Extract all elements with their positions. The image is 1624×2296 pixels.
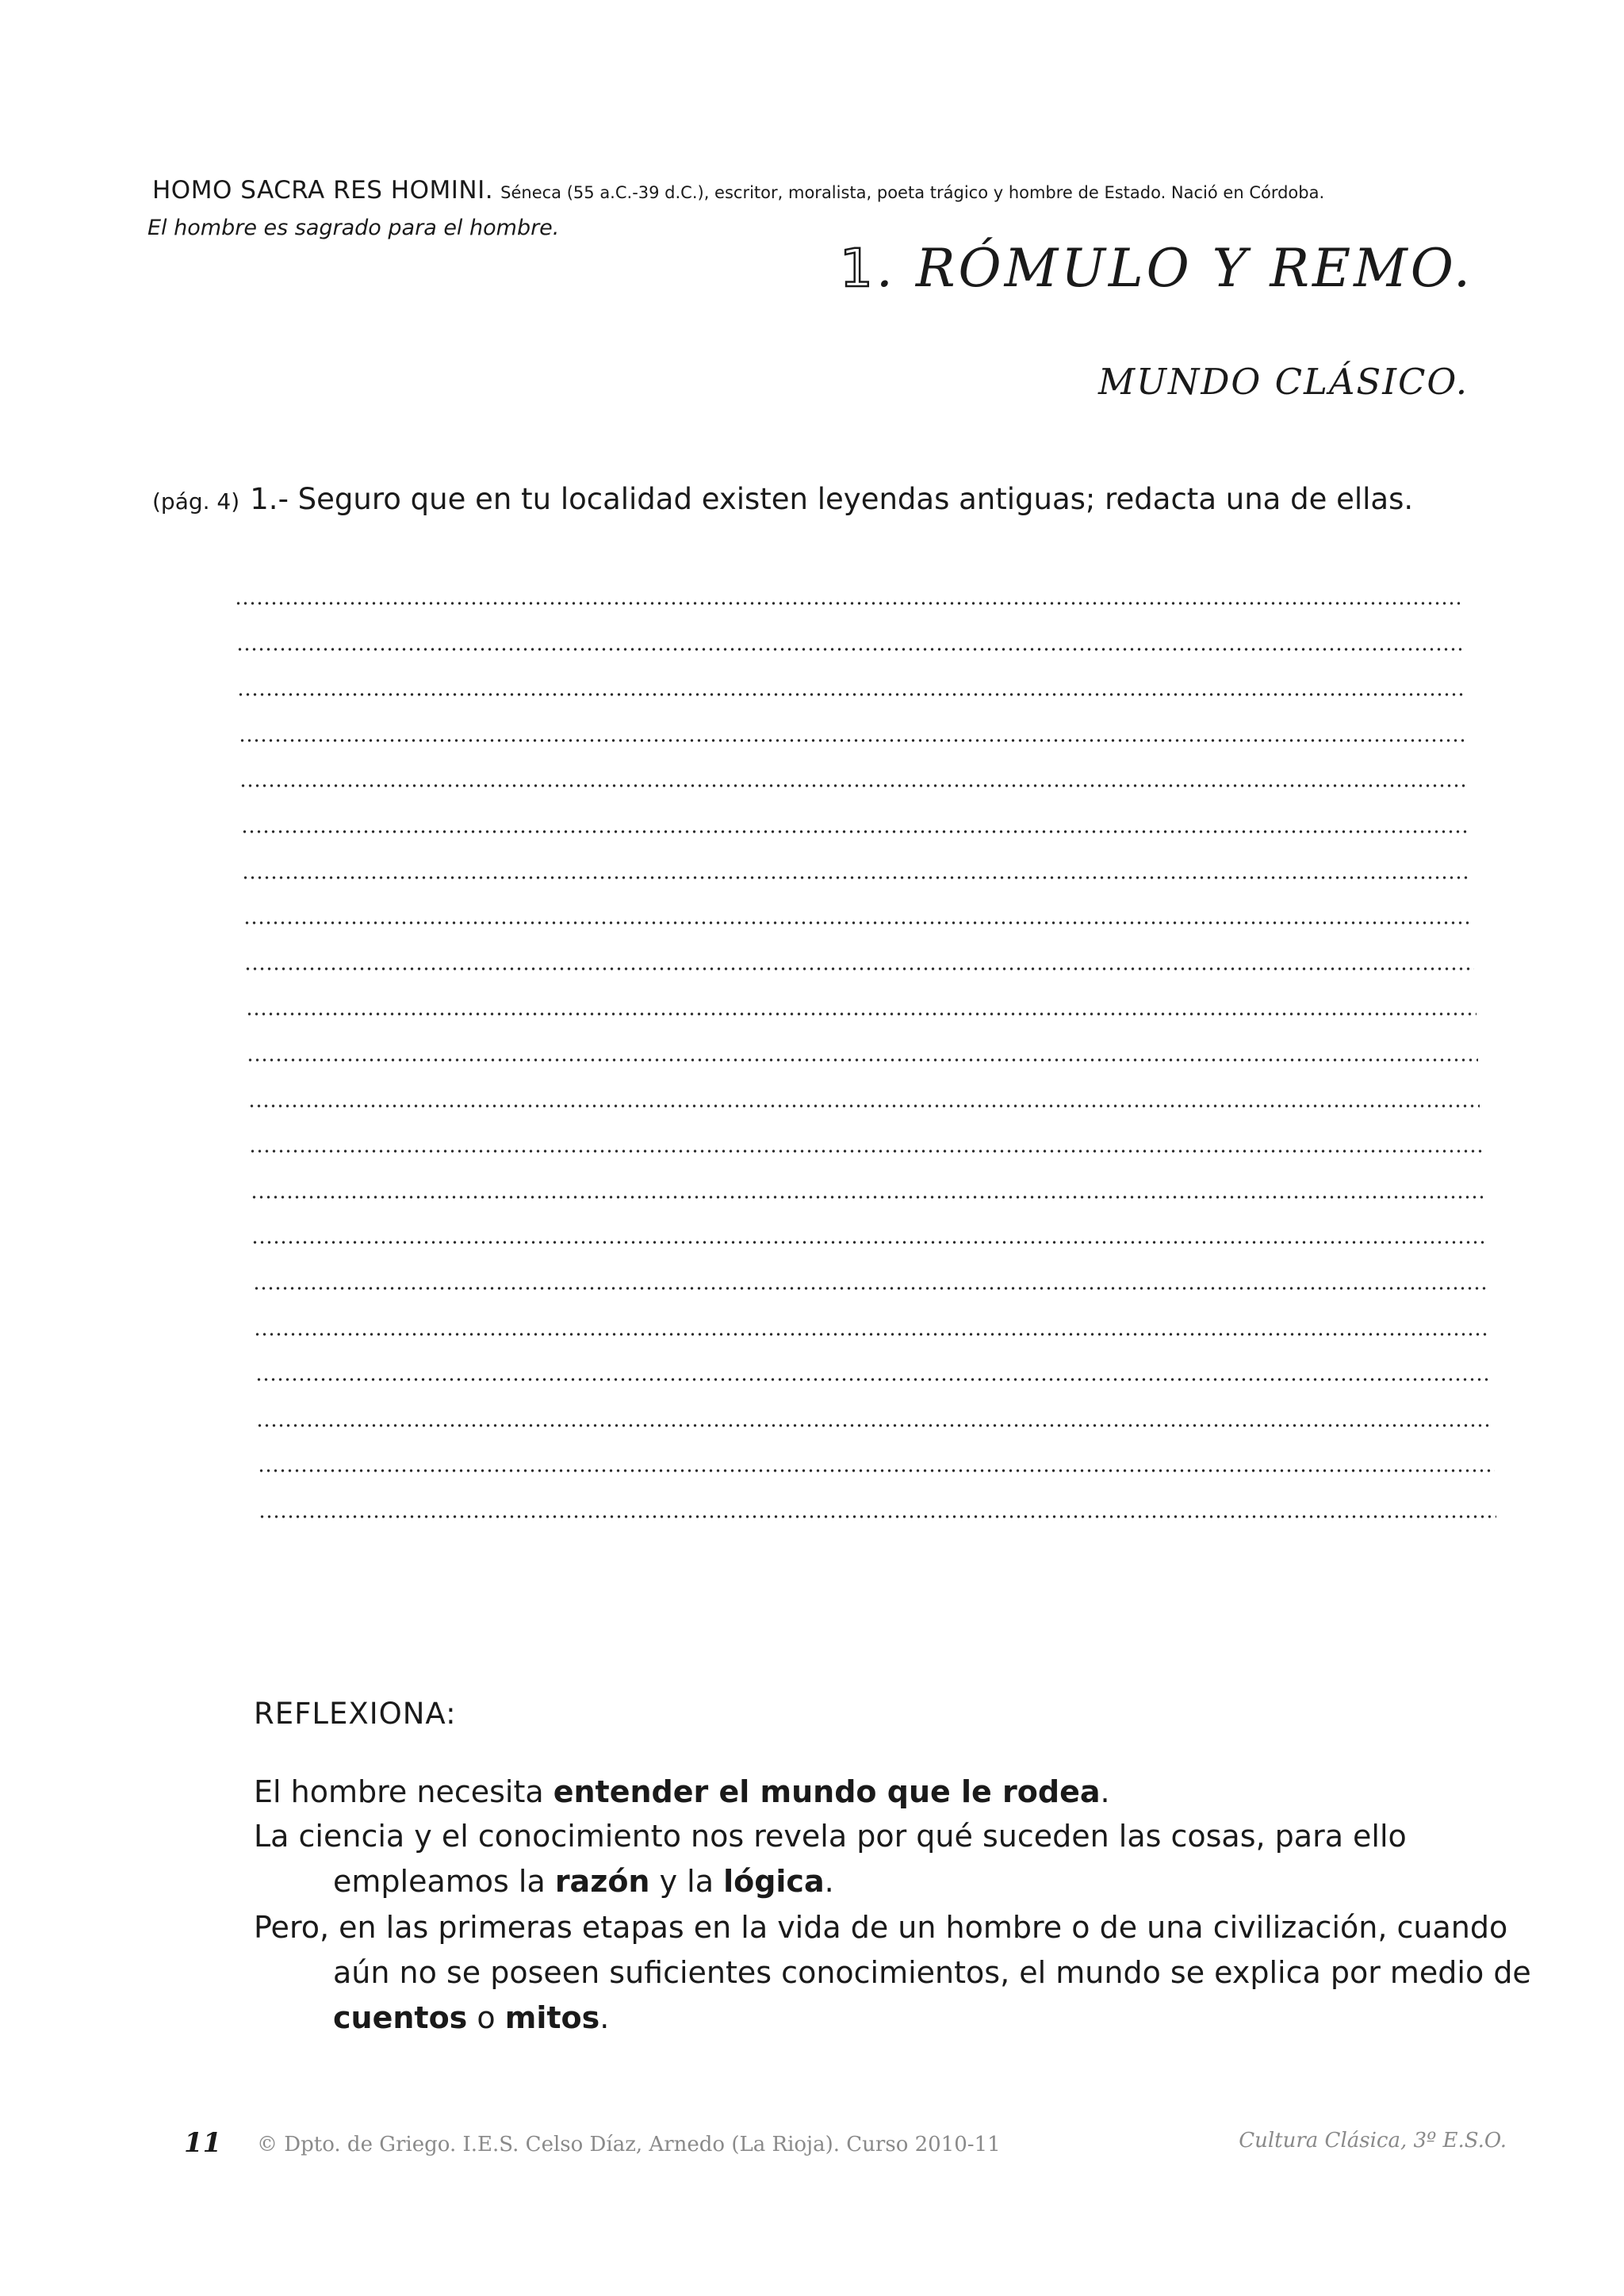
answer-line	[237, 692, 1464, 697]
answer-line	[241, 829, 1469, 834]
answer-line	[239, 783, 1467, 788]
answer-line	[251, 1195, 1484, 1200]
chapter-title	[840, 238, 1473, 299]
emphasis-text: cuentos	[333, 2000, 468, 2035]
answer-line	[254, 1332, 1489, 1337]
emphasis-text: mitos	[504, 2000, 600, 2035]
section-subtitle: MUNDO CLÁSICO.	[1097, 361, 1469, 403]
exercise-text: 1.- Seguro que en tu localidad existen leyendas antiguas; redacta una de ellas.	[250, 482, 1414, 516]
reflexiona-paragraph-1: El hombre necesita entender el mundo que le rodea.	[254, 1774, 1110, 1809]
reflexiona-paragraph-2: La ciencia y el conocimiento nos revela por qué suceden las cosas, para ello empleamos la razón y la lógica.	[254, 1819, 1407, 1899]
answer-line	[239, 738, 1465, 743]
exercise-page-ref: (pág. 4)	[152, 488, 240, 515]
answer-line	[258, 1468, 1495, 1473]
emphasis-text: razón	[554, 1864, 650, 1899]
answer-line	[243, 920, 1473, 925]
answer-line	[247, 1058, 1478, 1062]
answer-line	[235, 601, 1460, 606]
chapter-separator: .	[875, 238, 896, 299]
answer-line	[259, 1514, 1496, 1519]
reflexiona-paragraph-3: Pero, en las primeras etapas en la vida de un hombre o de una civilización, cuando aún no se poseen suficientes conocimientos, el mundo se explica por medio de cuentos o mitos.	[254, 1910, 1531, 2035]
answer-line	[251, 1240, 1485, 1245]
answer-line	[249, 1149, 1482, 1154]
answer-line	[244, 966, 1474, 971]
answer-line	[242, 875, 1471, 880]
answer-line	[246, 1012, 1477, 1016]
emphasis-text: entender el mundo que le rodea	[553, 1774, 1101, 1809]
footer-course: Cultura Clásica, 3º E.S.O.	[1239, 2129, 1507, 2152]
answer-line	[256, 1423, 1492, 1428]
answer-line	[248, 1104, 1480, 1108]
author-note: Séneca (55 a.C.-39 d.C.), escritor, moralista, poeta trágico y hombre de Estado. Nació en Córdoba.	[500, 183, 1325, 202]
exercise-prompt	[152, 482, 1413, 516]
header-quote	[152, 176, 1324, 205]
quote-translation: El hombre es sagrado para el hombre.	[147, 216, 560, 240]
footer-copyright: © Dpto. de Griego. I.E.S. Celso Díaz, Arnedo (La Rioja). Curso 2010-11	[257, 2133, 1001, 2156]
reflexiona-heading: REFLEXIONA:	[254, 1697, 457, 1731]
answer-line	[255, 1377, 1492, 1382]
latin-quote: HOMO SACRA RES HOMINI.	[152, 176, 494, 205]
chapter-number: 1	[839, 238, 876, 299]
page-number: 11	[184, 2127, 222, 2159]
answer-line	[236, 647, 1462, 652]
answer-line	[253, 1286, 1488, 1291]
emphasis-text: lógica	[723, 1864, 825, 1899]
chapter-name: RÓMULO Y REMO.	[915, 238, 1473, 299]
